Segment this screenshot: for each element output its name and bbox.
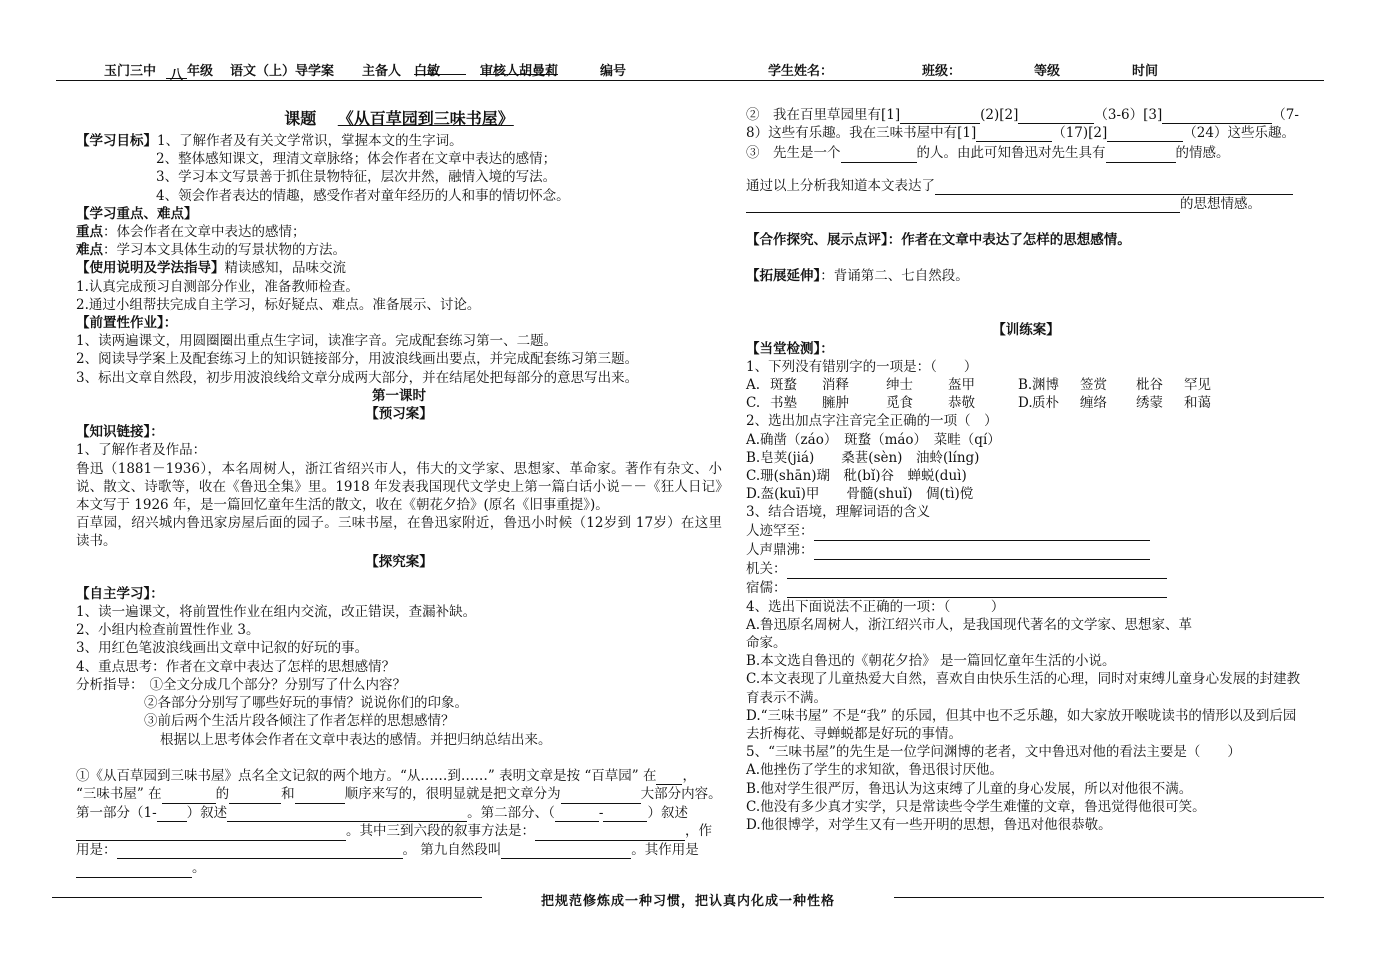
q2-blank-1[interactable] xyxy=(900,109,980,124)
test-5-b: B.他对学生很严厉，鲁迅认为这束缚了儿童的身心发展，所以对他很不满。 xyxy=(746,780,1193,797)
q1-text-k: ）叙述 xyxy=(647,804,688,821)
pre-1: 1、读两遍课文，用圆圈圈出重点生字词，读准字音。完成配套练习第一、二题。 xyxy=(76,333,558,350)
footer-motto: 把规范修炼成一种习惯，把认真内化成一种性格 xyxy=(540,894,835,909)
ext-label: 【拓展延伸】 xyxy=(746,268,821,285)
test-1-options-cd xyxy=(746,394,1306,412)
q1-blank-8[interactable] xyxy=(555,807,599,822)
lesson-title xyxy=(76,106,722,132)
q2-blank-4[interactable] xyxy=(976,127,1052,142)
q1-blank-11[interactable] xyxy=(535,826,685,841)
t1-a-letter: A. xyxy=(746,377,761,394)
title-text: 《从百草园到三味书屋》 xyxy=(337,109,514,128)
conclusion-blank-1[interactable] xyxy=(935,180,1293,195)
q1-text-d: 的 xyxy=(215,786,230,803)
t1-b-word-2: 签赏 xyxy=(1080,377,1107,394)
guide-4: 根据以上思考体会作者在文章中表达的感情。并把归纳总结出来。 xyxy=(160,731,552,748)
t3-colon-1: ： xyxy=(800,522,814,539)
test-4-a: A.鲁迅原名周树人，浙江绍兴市人，是我国现代著名的文学家、思想家、革命家。 xyxy=(746,616,1193,652)
test-2-b: B.皂荚(jiá) 桑葚(sèn) 油蛉(líng) xyxy=(746,449,980,466)
guide-row xyxy=(76,676,722,694)
header-divider xyxy=(56,80,1324,81)
q1-blank-7[interactable] xyxy=(227,807,467,822)
t3-blank-1[interactable] xyxy=(814,526,1150,541)
right-column xyxy=(746,106,1306,834)
q1-blank-6[interactable] xyxy=(157,807,187,822)
header-grade-value: 八 xyxy=(166,64,187,79)
test-5-d: D.他很博学，对学生又有一些开明的思想，鲁迅对他很恭敬。 xyxy=(746,817,1112,834)
q2-text-d: （7-8）这些有乐趣。我在三味书屋中有[1] xyxy=(746,107,1299,142)
coop-row xyxy=(746,231,1306,249)
q2-text-c: （3-6）[3] xyxy=(1094,107,1163,123)
key-point-label: 重点 xyxy=(76,224,103,241)
t1-a-word-1: 斑蝥 xyxy=(770,377,797,394)
conclusion-text-b: 的思想情感。 xyxy=(1180,195,1261,212)
goal-4: 4、领会作者表达的情趣，感受作者对童年经历的人和事的情切怀念。 xyxy=(156,187,570,204)
question-3 xyxy=(746,144,1306,162)
t1-c-word-4: 恭敬 xyxy=(948,395,975,412)
self-3: 3、用红色笔波浪线画出文章中记叙的好玩的事。 xyxy=(76,640,369,657)
t3-blank-2[interactable] xyxy=(814,545,1150,560)
train-label: 【训练案】 xyxy=(992,322,1060,339)
q2-text-e: （17)[2] xyxy=(1052,125,1108,142)
q3-blank-1[interactable] xyxy=(841,148,917,163)
test-4-d: D.“三味书屋” 不是“我” 的乐园，但其中也不乏乐趣，如大家放开喉咙读书的情形以及到后园去折梅花、寻蝉蜕都是好玩的事情。 xyxy=(746,707,1297,743)
q3-text-c: 的情感。 xyxy=(1175,145,1230,162)
q1-blank-2[interactable] xyxy=(162,789,216,804)
explore-label: 【探究案】 xyxy=(365,553,433,570)
link-paragraph-1: 鲁迅（1881－1936），本名周树人，浙江省绍兴市人，伟大的文学家、思想家、革命家。著作有杂文、小说、散文、诗歌等，收在《鲁迅全集》里。1918 年发表我国现代文学史上第一篇白话小说－－《狂人日记》本文写于 1926 年，是一篇回忆童年生活的散文，收在《朝花夕拾》(原名《旧事重提》)。 xyxy=(76,460,722,514)
difficulty-text: ：学习本文具体生动的写景状物的方法。 xyxy=(103,242,346,259)
t1-b-word-4: 罕见 xyxy=(1184,377,1211,394)
t3-blank-4[interactable] xyxy=(787,583,1167,598)
usage-row xyxy=(76,259,722,277)
q2-blank-2[interactable] xyxy=(1018,109,1094,124)
ext-row xyxy=(746,267,1306,285)
question-2 xyxy=(746,106,1306,142)
t3-colon-4: ： xyxy=(773,579,787,596)
test-3: 3、结合语境，理解词语的含义 xyxy=(746,504,931,521)
header-class-label: 班级： xyxy=(922,64,962,79)
q1-blank-1[interactable] xyxy=(656,770,682,785)
difficulty xyxy=(76,241,722,259)
q1-blank-13[interactable] xyxy=(501,844,631,859)
goal-3: 3、学习本文写景善于抓住景物特征，层次井然，融情入境的写法。 xyxy=(156,169,557,186)
self-4: 4、重点思考：作者在文章中表达了怎样的思想感情？ xyxy=(76,658,396,675)
self-label: 【自主学习】： xyxy=(76,585,164,602)
t1-c-word-1: 书塾 xyxy=(770,395,797,412)
test-1-options-ab xyxy=(746,376,1306,394)
test-5-c: C.他没有多少真才实学，只是常读些令学生难懂的文章，鲁迅觉得他很可笑。 xyxy=(746,798,1206,815)
t1-d-letter: D. xyxy=(1018,395,1033,412)
page-footer xyxy=(52,890,1324,909)
difficulty-label: 难点 xyxy=(76,242,103,259)
usage-label: 【使用说明及学法指导】 xyxy=(76,260,225,277)
link-paragraph-2: 百草园，绍兴城内鲁迅家房屋后面的园子。三味书屋，在鲁迅家附近，鲁迅小时候（12岁到 17岁）在这里读书。 xyxy=(76,515,722,550)
t3-blank-3[interactable] xyxy=(787,564,1167,579)
usage-1: 1.认真完成预习自测部分作业，准备教师检查。 xyxy=(76,278,359,295)
test-4-c: C.本文表现了儿童热爱大自然，喜欢自由快乐生活的心理，同时对束缚儿童身心发展的封建教育表示不满。 xyxy=(746,671,1301,706)
left-column xyxy=(76,106,722,878)
q1-text-h: ）叙述 xyxy=(186,804,228,821)
test-2: 2、选出加点字注音完全正确的一项（ ） xyxy=(746,413,998,430)
header-school: 玉门三中 xyxy=(104,64,157,79)
q1-blank-3[interactable] xyxy=(229,789,281,804)
header-grade-suffix: 年级 xyxy=(187,64,214,79)
t1-d-word-3: 绣蒙 xyxy=(1136,395,1163,412)
q1-blank-4[interactable] xyxy=(295,789,345,804)
q3-text-b: 的人。由此可知鲁迅对先生具有 xyxy=(916,145,1106,162)
header-subject: 语文（上）导学案 xyxy=(230,64,335,79)
conclusion-blank-2[interactable] xyxy=(746,198,1180,213)
q1-text-n: 。 第九自然段叫 xyxy=(402,841,502,858)
usage-text: 精读感知，品味交流 xyxy=(224,260,346,277)
coop-text: ：作者在文章中表达了怎样的思想感情。 xyxy=(887,232,1131,249)
test-1: 1、下列没有错别字的一项是：（ ） xyxy=(746,358,978,375)
t1-d-word-4: 和蔼 xyxy=(1184,395,1211,412)
t1-a-word-2: 消释 xyxy=(822,377,849,394)
test-2-c: C.珊(shān)瑚 秕(bǐ)谷 蝉蜕(duì) xyxy=(746,468,967,485)
t1-c-letter: C. xyxy=(746,395,761,412)
q1-blank-9[interactable] xyxy=(603,807,647,822)
t1-d-word-1: 质朴 xyxy=(1032,395,1059,412)
t3-word-1: 人迹罕至 xyxy=(746,522,800,539)
q2-text-b: (2)[2] xyxy=(980,107,1019,123)
header-host-label: 主备人 xyxy=(362,64,402,79)
guide-3: ③前后两个生活片段各倾注了作者怎样的思想感情？ xyxy=(144,713,455,730)
q1-text-i: 。第二部分、（ xyxy=(467,804,555,821)
goal-1: 1、了解作者及有关文学常识，掌握本文的生字词。 xyxy=(157,133,463,149)
link-label: 【知识链接】： xyxy=(76,424,164,441)
test-4: 4、选出下面说法不正确的一项：（ ） xyxy=(746,598,1005,615)
q1-text-o: 。其作用是 xyxy=(631,841,699,858)
test-5: 5、“三味书屋”的先生是一位学问渊博的老者，文中鲁迅对他的看法主要是（ ） xyxy=(746,744,1241,761)
q1-text-c: “三味书屋” 在 xyxy=(76,786,162,803)
lesson-label: 第一课时 xyxy=(372,387,426,404)
q1-text-e: 和 xyxy=(281,786,295,803)
q1-text-g: 大部分内容。第一部分（1- xyxy=(76,786,722,821)
q2-text-a: ② 我在百里草园里有[1] xyxy=(746,107,901,123)
t3-word-2: 人声鼎沸 xyxy=(746,541,800,558)
guide-label: 分析指导： xyxy=(76,676,144,693)
coop-label: 【合作探究、展示点评】 xyxy=(746,232,888,249)
t3-word-4: 宿儒 xyxy=(746,579,773,596)
t3-colon-3: ： xyxy=(773,560,787,577)
header-reviewer-value: 审核人胡曼莉 xyxy=(480,60,558,75)
header-time-label: 时间 xyxy=(1132,64,1159,79)
header-level-label: 等级 xyxy=(1034,64,1061,79)
q2-blank-3[interactable] xyxy=(1162,109,1272,124)
conclusion-line-1 xyxy=(746,177,1306,195)
test-4-b: B.本文选自鲁迅的《朝花夕拾》 是一篇回忆童年生活的小说。 xyxy=(746,653,1116,670)
q1-blank-14[interactable] xyxy=(76,863,192,878)
test-2-a: A.确凿（záo） 斑蝥（máo） 菜畦（qí） xyxy=(746,431,1001,448)
q1-text-j: - xyxy=(598,804,604,821)
question-1 xyxy=(76,767,722,878)
guide-2: ②各部分分别写了哪些好玩的事情？说说你们的印象。 xyxy=(144,695,468,712)
header-reviewer xyxy=(480,60,559,79)
test-3-item-4 xyxy=(746,579,1306,598)
test-5-a: A.他挫伤了学生的求知欲，鲁迅很讨厌他。 xyxy=(746,762,1004,779)
q1-text-a: ①《从百草园到三味书屋》点名全文记叙的两个地方。“从……到……” 表明文章是按 “百草园” 在 xyxy=(76,767,657,784)
header-host-name xyxy=(414,60,466,79)
guide-1: ①全文分成几个部分？分别写了什么内容？ xyxy=(149,676,406,693)
q2-text-f: （24）这些乐趣。 xyxy=(1183,125,1295,142)
footer-line-right xyxy=(894,897,1324,898)
test-3-item-1 xyxy=(746,522,1306,541)
q1-text-f: 顺序来写的，很明显就是把文章分为 xyxy=(344,786,561,803)
t3-word-3: 机关 xyxy=(746,560,773,577)
t1-c-word-2: 臃肿 xyxy=(822,395,849,412)
test-2-d: D.盔(kuī)甲 骨髓(shuǐ) 倜(tì)傥 xyxy=(746,486,974,503)
pre-2: 2、阅读导学案上及配套练习上的知识链接部分，用波浪线画出要点，并完成配套练习第三题。 xyxy=(76,351,639,368)
t1-d-word-2: 缠络 xyxy=(1080,395,1107,412)
q1-blank-12[interactable] xyxy=(117,844,403,859)
q1-blank-5[interactable] xyxy=(561,789,641,804)
goals-label: 【学习目标】 xyxy=(76,133,157,149)
test-3-item-3 xyxy=(746,560,1306,579)
header-grade xyxy=(166,60,214,83)
link-1: 1、了解作者及作品： xyxy=(76,442,207,459)
q1-text-p: 。 xyxy=(192,860,206,877)
ext-text: ：背诵第二、七自然段。 xyxy=(820,268,969,285)
key-label: 【学习重点、难点】 xyxy=(76,205,198,222)
t1-a-word-4: 盔甲 xyxy=(948,377,975,394)
q1-text-m: ，作用是： xyxy=(76,823,712,858)
t1-b-word-1: 渊博 xyxy=(1032,377,1059,394)
self-2: 2、小组内检查前置性作业 3。 xyxy=(76,622,260,639)
conclusion-line-2 xyxy=(746,195,1306,213)
t1-a-word-3: 绅士 xyxy=(886,377,913,394)
t1-c-word-3: 觅食 xyxy=(886,395,913,412)
t3-colon-2: ： xyxy=(800,541,814,558)
preview-label: 【预习案】 xyxy=(365,406,433,423)
q1-text-l: 。其中三到六段的叙事方法是： xyxy=(346,823,535,840)
usage-2: 2.通过小组帮扶完成自主学习，标好疑点、难点。准备展示、讨论。 xyxy=(76,296,481,313)
title-prefix: 课题 xyxy=(284,109,317,128)
q1-text-b: ， xyxy=(682,767,696,784)
test-3-item-2 xyxy=(746,541,1306,560)
pre-label: 【前置性作业】： xyxy=(76,315,178,332)
header-host-name-value: 白敏 xyxy=(414,60,466,75)
key-point xyxy=(76,223,722,241)
key-point-text: ：体会作者在文章中表达的感情； xyxy=(103,224,306,241)
goal-2: 2、整体感知课文，理清文章脉络；体会作者在文章中表达的感情； xyxy=(156,151,557,168)
q1-blank-10[interactable] xyxy=(76,826,346,841)
pre-3: 3、标出文章自然段，初步用波浪线给文章分成两大部分，并在结尾处把每部分的意思写出来。 xyxy=(76,369,639,386)
self-1: 1、读一遍课文，将前置性作业在组内交流，改正错误，查漏补缺。 xyxy=(76,604,477,621)
q3-blank-2[interactable] xyxy=(1106,148,1176,163)
q3-text-a: ③ 先生是一个 xyxy=(746,145,841,162)
check-label: 【当堂检测】： xyxy=(746,340,834,357)
t1-b-letter: B. xyxy=(1018,377,1033,394)
goals-row xyxy=(76,132,722,150)
header-number-label: 编号 xyxy=(600,64,627,79)
t1-b-word-3: 枇谷 xyxy=(1136,377,1163,394)
conclusion-text-a: 通过以上分析我知道本文表达了 xyxy=(746,177,935,194)
header-student-label: 学生姓名： xyxy=(768,64,834,79)
q2-blank-5[interactable] xyxy=(1107,127,1183,142)
